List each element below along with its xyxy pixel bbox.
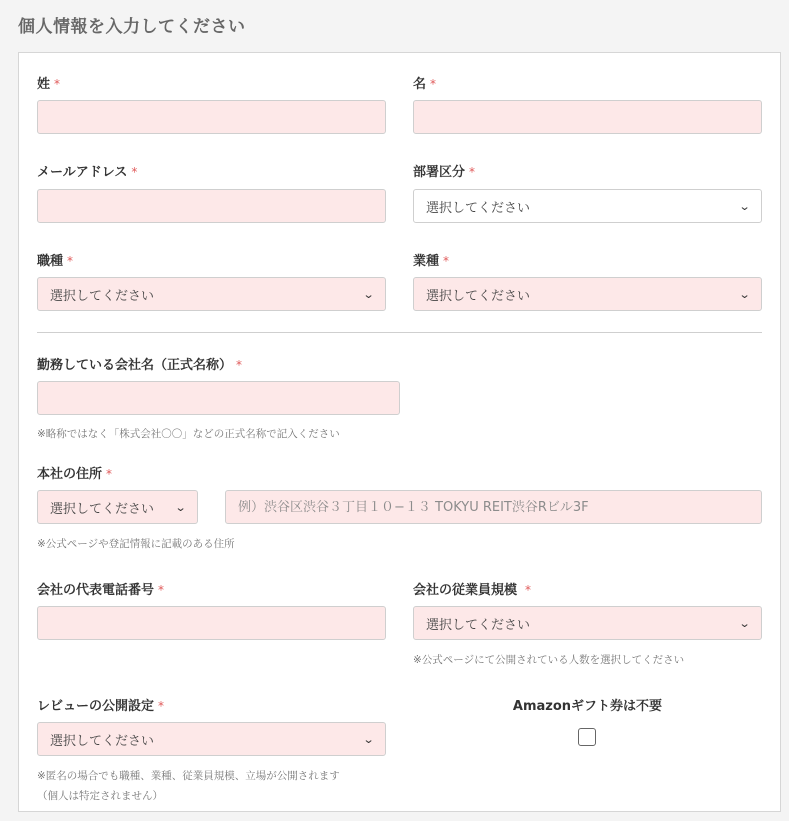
employee-scale-select[interactable] xyxy=(413,606,762,640)
required-mark: * xyxy=(236,358,243,372)
company-name-input[interactable] xyxy=(37,381,400,415)
review-visibility-hint-2: （個人は特定されません） xyxy=(37,790,163,802)
required-mark: * xyxy=(158,583,165,597)
employee-scale-select-value: 選択してください xyxy=(426,617,531,633)
job-type-label: 職種 * xyxy=(37,254,74,269)
address-input[interactable] xyxy=(225,490,762,524)
company-name-label: 勤務している会社名（正式名称） * xyxy=(37,358,243,373)
section-divider xyxy=(37,332,762,333)
personal-info-form xyxy=(18,52,781,812)
hq-address-hint: ※公式ページや登記情報に記載のある住所 xyxy=(37,538,235,550)
company-name-hint: ※略称ではなく「株式会社〇〇」などの正式名称で記入ください xyxy=(37,428,340,440)
job-type-select[interactable] xyxy=(37,277,386,311)
company-phone-input[interactable] xyxy=(37,606,386,640)
amazon-gift-label: Amazonギフト券は不要 xyxy=(512,699,663,714)
chevron-down-icon: ⌄ xyxy=(738,287,751,301)
industry-select-value: 選択してください xyxy=(426,288,531,304)
required-mark: * xyxy=(443,254,450,268)
company-phone-label: 会社の代表電話番号 * xyxy=(37,583,165,598)
department-select-value: 選択してください xyxy=(426,200,531,216)
first-name-label: 名 * xyxy=(413,77,437,92)
chevron-down-icon: ⌄ xyxy=(738,199,751,213)
first-name-input[interactable] xyxy=(413,100,762,134)
required-mark: * xyxy=(54,77,61,91)
required-mark: * xyxy=(430,77,437,91)
review-visibility-label: レビューの公開設定 * xyxy=(37,699,165,714)
email-input[interactable] xyxy=(37,189,386,223)
chevron-down-icon: ⌄ xyxy=(174,500,187,514)
last-name-label: 姓 * xyxy=(37,77,61,92)
review-visibility-select[interactable] xyxy=(37,722,386,756)
required-mark: * xyxy=(67,254,74,268)
employee-scale-hint: ※公式ページにて公開されている人数を選択してください xyxy=(413,654,685,666)
review-visibility-select-value: 選択してください xyxy=(50,733,155,749)
required-mark: * xyxy=(469,165,476,179)
required-mark: * xyxy=(106,467,113,481)
required-mark: * xyxy=(158,699,165,713)
required-mark: * xyxy=(525,583,532,597)
last-name-input[interactable] xyxy=(37,100,386,134)
email-label: メールアドレス * xyxy=(37,165,138,180)
department-select[interactable] xyxy=(413,189,762,223)
employee-scale-label: 会社の従業員規模 * xyxy=(413,583,532,598)
industry-label: 業種 * xyxy=(413,254,450,269)
department-label: 部署区分 * xyxy=(413,165,476,180)
required-mark: * xyxy=(131,165,138,179)
chevron-down-icon: ⌄ xyxy=(362,287,375,301)
amazon-gift-checkbox[interactable] xyxy=(578,728,596,746)
page-title: 個人情報を入力してください xyxy=(18,17,246,37)
industry-select[interactable] xyxy=(413,277,762,311)
prefecture-select-value: 選択してください xyxy=(50,501,155,517)
chevron-down-icon: ⌄ xyxy=(738,616,751,630)
hq-address-label: 本社の住所 * xyxy=(37,467,113,482)
review-visibility-hint: ※匿名の場合でも職種、業種、従業員規模、立場が公開されます xyxy=(37,770,340,782)
prefecture-select[interactable] xyxy=(37,490,198,524)
chevron-down-icon: ⌄ xyxy=(362,732,375,746)
job-type-select-value: 選択してください xyxy=(50,288,155,304)
